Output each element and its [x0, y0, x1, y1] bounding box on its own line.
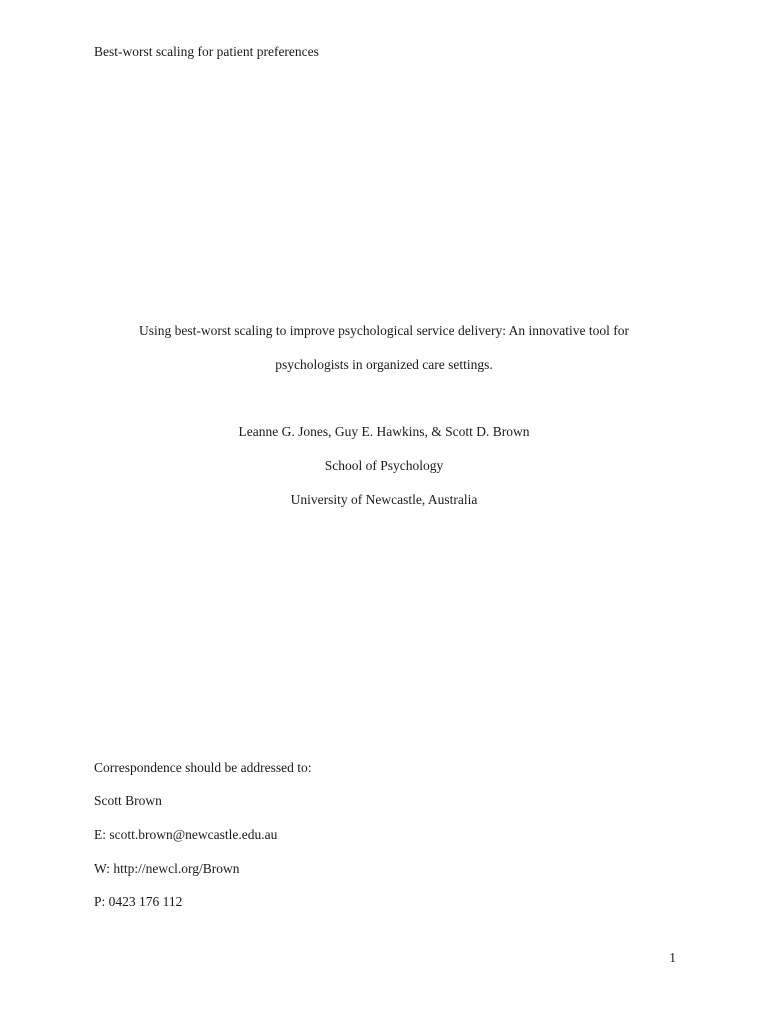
correspondence-web: W: http://newcl.org/Brown — [94, 861, 240, 876]
correspondence-name: Scott Brown — [94, 793, 162, 808]
paper-title-line-2: psychologists in organized care settings. — [275, 357, 493, 372]
correspondence-email: E: scott.brown@newcastle.edu.au — [94, 827, 278, 842]
correspondence-heading: Correspondence should be addressed to: — [94, 760, 312, 775]
paper-title-line-1: Using best-worst scaling to improve psychological service delivery: An innovative tool for — [138, 323, 630, 338]
author-list: Leanne G. Jones, Guy E. Hawkins, & Scott D. Brown — [238, 424, 530, 439]
affiliation-university: University of Newcastle, Australia — [290, 492, 478, 507]
correspondence-phone: P: 0423 176 112 — [94, 894, 183, 909]
affiliation-school: School of Psychology — [324, 458, 444, 473]
running-head: Best-worst scaling for patient preferences — [94, 44, 319, 59]
page-number: 1 — [669, 950, 676, 965]
